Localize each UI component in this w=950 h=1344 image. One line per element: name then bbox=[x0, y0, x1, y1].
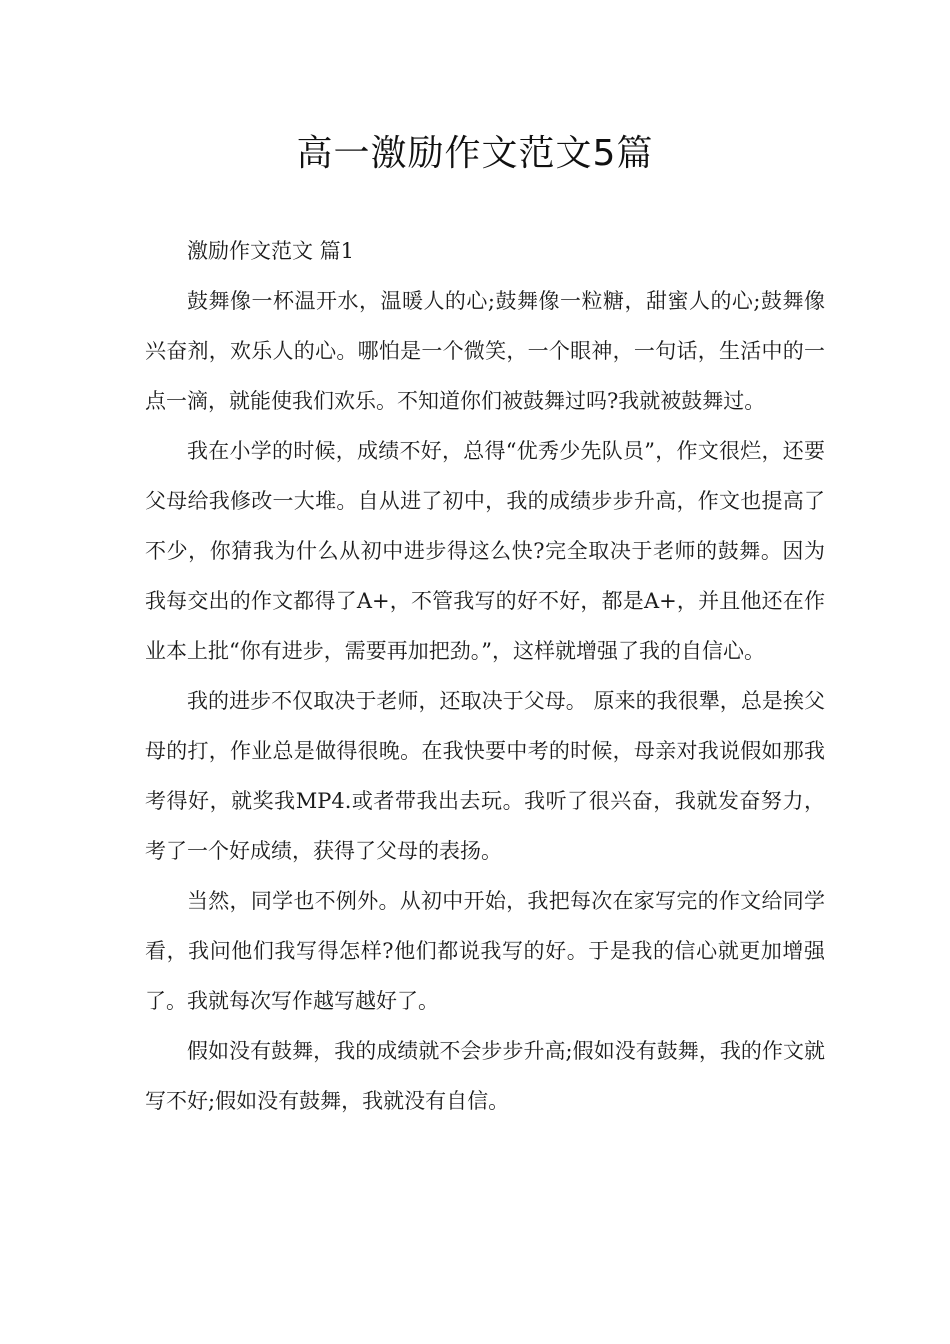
body-paragraph-5: 假如没有鼓舞，我的成绩就不会步步升高;假如没有鼓舞，我的作文就写不好;假如没有鼓舞，我就没有自信。 bbox=[145, 1039, 825, 1113]
body-paragraph-1: 鼓舞像一杯温开水，温暖人的心;鼓舞像一粒糖，甜蜜人的心;鼓舞像兴奋剂，欢乐人的心。哪怕是一个微笑，一个眼神，一句话，生活中的一点一滴，就能使我们欢乐。不知道你们被鼓舞过吗?我就被鼓舞过。 bbox=[145, 289, 825, 413]
body-paragraph-4: 当然，同学也不例外。从初中开始，我把每次在家写完的作文给同学看，我问他们我写得怎样?他们都说我写的好。于是我的信心就更加增强了。我就每次写作越写越好了。 bbox=[145, 889, 825, 1013]
section-heading: 激励作文范文 篇1 bbox=[187, 239, 355, 263]
document-title: 高一激励作文范文5篇 bbox=[296, 133, 654, 174]
document-body bbox=[145, 226, 825, 1126]
body-paragraph-2: 我在小学的时候，成绩不好，总得“优秀少先队员”，作文很烂，还要父母给我修改一大堆。自从进了初中，我的成绩步步升高，作文也提高了不少，你猜我为什么从初中进步得这么快?完全取决于老师的鼓舞。因为我每交出的作文都得了A+，不管我写的好不好，都是A+，并且他还在作业本上批“你有进步，需要再加把劲。”，这样就增强了我的自信心。 bbox=[145, 439, 825, 663]
body-paragraph-3: 我的进步不仅取决于老师，还取决于父母。 原来的我很犟，总是挨父母的打，作业总是做得很晚。在我快要中考的时候，母亲对我说假如那我考得好，就奖我MP4.或者带我出去玩。我听了很兴奋，我就发奋努力，考了一个好成绩，获得了父母的表扬。 bbox=[145, 689, 825, 863]
